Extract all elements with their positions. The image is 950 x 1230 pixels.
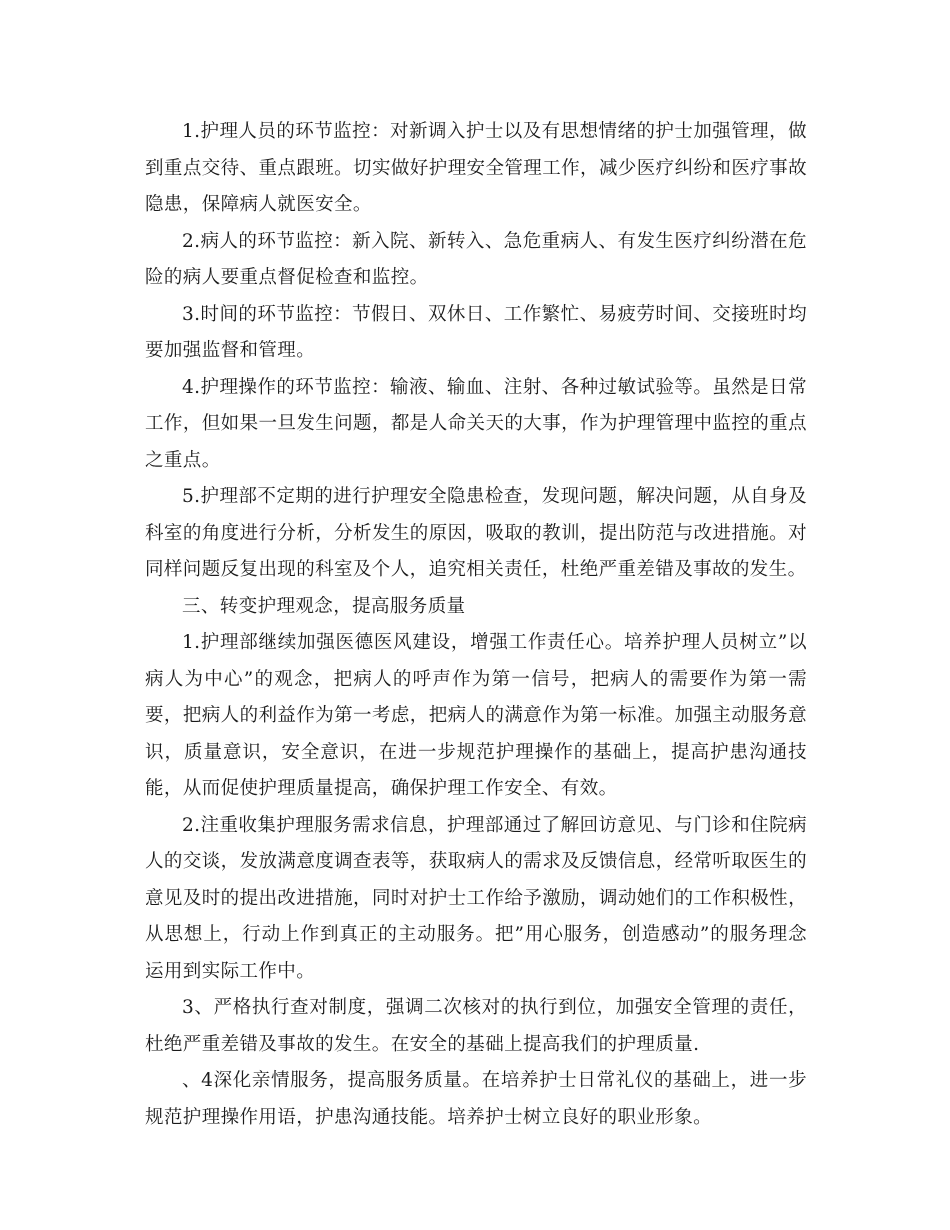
paragraph-medical-ethics: 1.护理部继续加强医德医风建设，增强工作责任心。培养护理人员树立”以病人为中心”的观念，把病人的呼声作为第一信号，把病人的需要作为第一需要，把病人的利益作为第一考虑，把病人的满意作为第一标准。加强主动服务意识，质量意识，安全意识，在进一步规范护理操作的基础上，提高护患沟通技能，从而促使护理质量提高，确保护理工作安全、有效。 [145, 632, 807, 799]
paragraph-nurse-monitoring: 1.护理人员的环节监控：对新调入护士以及有思想情绪的护士加强管理，做到重点交待、重点跟班。切实做好护理安全管理工作，减少医疗纠纷和医疗事故隐患，保障病人就医安全。 [145, 121, 807, 215]
paragraph-feedback-collection: 2.注重收集护理服务需求信息，护理部通过了解回访意见、与门诊和住院病人的交谈，发放满意度调查表等，获取病人的需求及反馈信息，经常听取医生的意见及时的提出改进措施，同时对护士工作给予激励，调动她们的工作积极性，从思想上，行动上作到真正的主动服务。把”用心服务，创造感动”的服务理念运用到实际工作中。 [145, 814, 807, 982]
document-body [145, 114, 807, 1136]
paragraph-time-monitoring: 3.时间的环节监控：节假日、双休日、工作繁忙、易疲劳时间、交接班时均要加强监督和管理。 [145, 303, 807, 361]
paragraph-operation-monitoring: 4.护理操作的环节监控：输液、输血、注射、各种过敏试验等。虽然是日常工作，但如果一旦发生问题，都是人命关天的大事，作为护理管理中监控的重点之重点。 [145, 376, 807, 471]
paragraph-caring-service: 、4深化亲情服务，提高服务质量。在培养护士日常礼仪的基础上，进一步规范护理操作用语，护患沟通技能。培养护士树立良好的职业形象。 [145, 1070, 807, 1128]
section-heading-service-quality: 三、转变护理观念，提高服务质量 [182, 595, 466, 617]
paragraph-safety-inspection: 5.护理部不定期的进行护理安全隐患检查，发现问题，解决问题，从自身及科室的角度进行分析，分析发生的原因，吸取的教训，提出防范与改进措施。对同样问题反复出现的科室及个人，追究相关责任，杜绝严重差错及事故的发生。 [145, 486, 807, 580]
paragraph-verification-system: 3、严格执行查对制度，强调二次核对的执行到位，加强安全管理的责任，杜绝严重差错及事故的发生。在安全的基础上提高我们的护理质量. [145, 997, 807, 1055]
paragraph-patient-monitoring: 2.病人的环节监控：新入院、新转入、急危重病人、有发生医疗纠纷潜在危险的病人要重点督促检查和监控。 [145, 230, 807, 288]
